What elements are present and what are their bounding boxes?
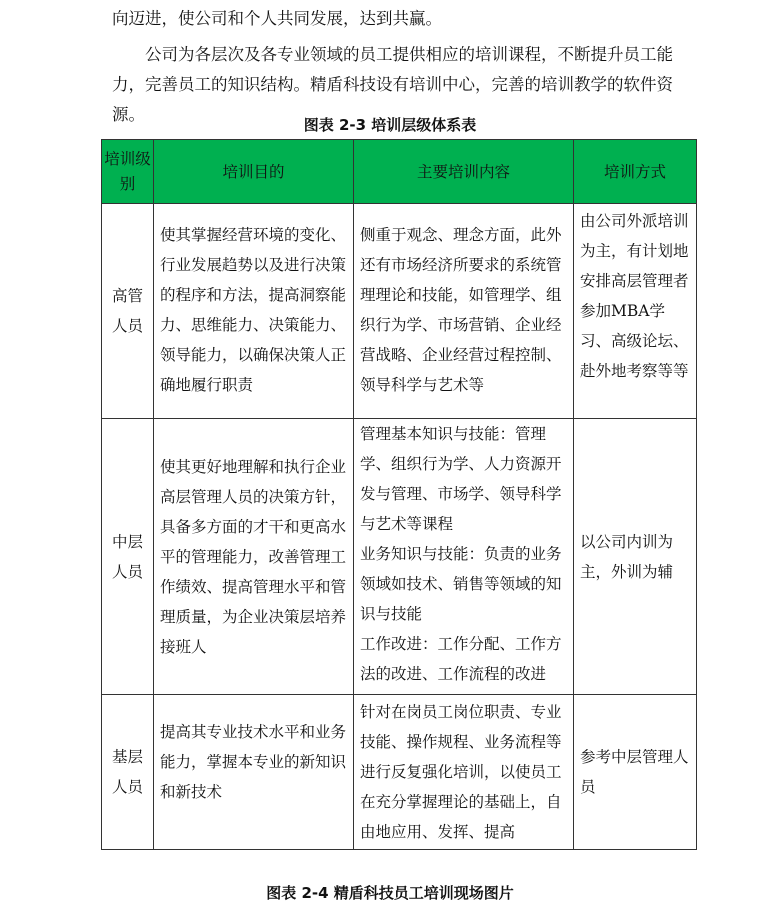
header-content: 主要培训内容 [354,140,574,204]
content-paragraph: 业务知识与技能：负责的业务领域如技术、销售等领域的知识与技能 [360,545,562,623]
cell-content [354,695,574,850]
content-paragraph: 工作改进：工作分配、工作方法的改进、工作流程的改进 [360,635,562,683]
cell-purpose: 提高其专业技术水平和业务能力，掌握本专业的新知识和新技术 [154,695,354,850]
header-level: 培训级别 [102,140,154,204]
cell-purpose: 使其更好地理解和执行企业高层管理人员的决策方针，具备多方面的才干和更高水平的管理能力，改善管理工作绩效、提高管理水平和管理质量，为企业决策层培养接班人 [154,419,354,695]
cell-purpose: 使其掌握经营环境的变化、行业发展趋势以及进行决策的程序和方法，提高洞察能力、思维能力、决策能力、领导能力，以确保决策人正确地履行职责 [154,204,354,419]
cell-content [354,419,574,695]
paragraph-training-intro: 公司为各层次及各专业领域的员工提供相应的培训课程，不断提升员工能力，完善员工的知识结构。精盾科技设有培训中心，完善的培训教学的软件资源。 [112,45,673,124]
cell-level: 基层人员 [102,695,154,850]
figure-caption: 图表 2-4 精盾科技员工培训现场图片 [266,884,514,902]
cell-method: 参考中层管理人员 [574,695,697,850]
header-purpose: 培训目的 [154,140,354,204]
table-row [102,695,697,850]
cell-method: 以公司内训为主，外训为辅 [574,419,697,695]
cell-level: 中层人员 [102,419,154,695]
table-header-row [102,140,697,204]
table-row [102,419,697,695]
training-level-table [101,139,697,850]
cell-content [354,204,574,419]
content-paragraph: 侧重于观念、理念方面，此外还有市场经济所要求的系统管理理论和技能，如管理学、组织行为学、市场营销、企业经营战略、企业经营过程控制、领导科学与艺术等 [360,226,562,394]
cell-level: 高管人员 [102,204,154,419]
content-paragraph: 管理基本知识与技能：管理学、组织行为学、人力资源开发与管理、市场学、领导科学与艺术等课程 [360,425,562,533]
cell-method: 由公司外派培训为主，有计划地安排高层管理者参加MBA学习、高级论坛、赴外地考察等等 [574,204,697,419]
table-row [102,204,697,419]
content-paragraph: 针对在岗员工岗位职责、专业技能、操作规程、业务流程等进行反复强化培训，以使员工在充分掌握理论的基础上，自由地应用、发挥、提高 [360,703,562,841]
paragraph-continuation: 向迈进，使公司和个人共同发展，达到共赢。 [112,9,442,28]
header-method: 培训方式 [574,140,697,204]
table-caption: 图表 2-3 培训层级体系表 [303,116,477,134]
